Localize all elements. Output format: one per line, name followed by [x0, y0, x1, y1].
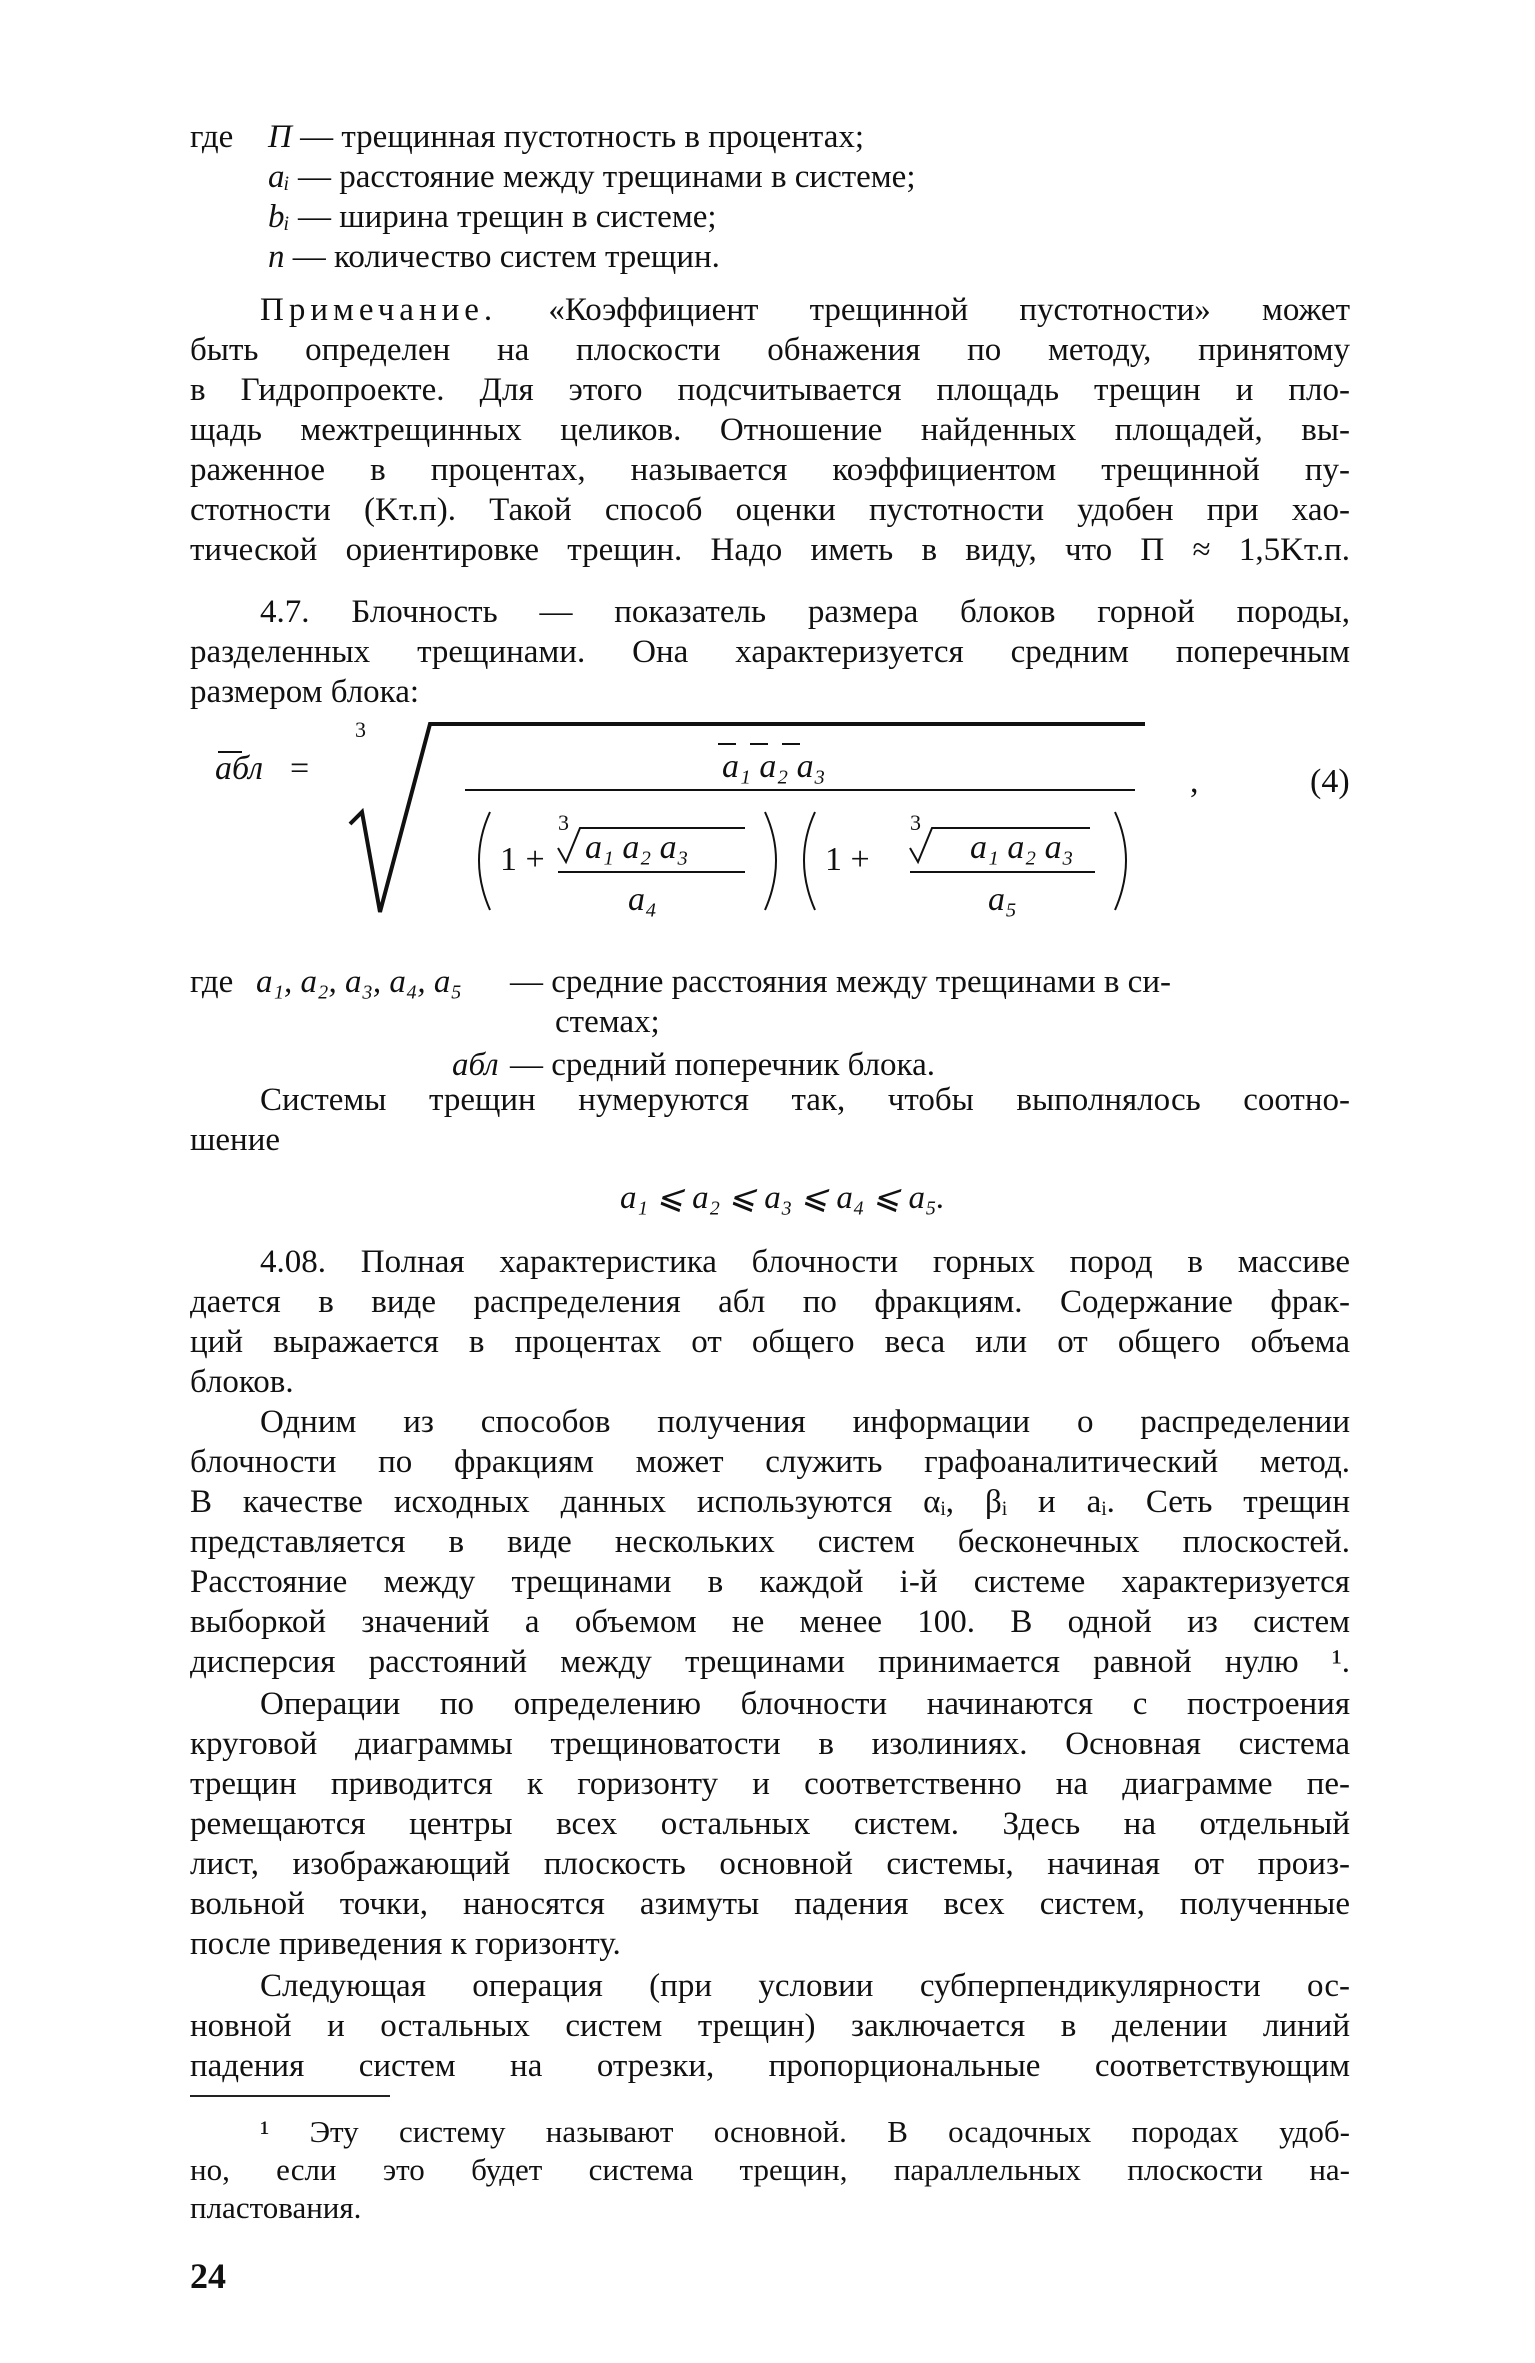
- right-paren-2: [1115, 812, 1126, 910]
- operations-line-5: лист, изображающий плоскость основной системы, начиная от произ-: [190, 1846, 1350, 1882]
- formula-equals: =: [290, 750, 310, 787]
- left-paren-1: [479, 812, 490, 910]
- next-line-2: новной и остальных систем трещин) заключается в делении линий: [190, 2008, 1350, 2044]
- symbol-ai: aᵢ: [268, 159, 290, 195]
- section-4-08-line-2: дается в виде распределения aбл по фракциям. Содержание фрак-: [190, 1284, 1350, 1320]
- definition-p: [268, 117, 864, 157]
- footnote-line-2: но, если это будет система трещин, параллельных плоскости на-: [190, 2152, 1350, 2187]
- note-line-4: щадь межтрещинных целиков. Отношение найденных площадей, вы-: [190, 412, 1350, 448]
- definition-a1-a5-line-1: — средние расстояния между трещинами в си-: [510, 964, 1171, 1000]
- symbol-p: П: [268, 119, 292, 155]
- next-line-3: падения систем на отрезки, пропорциональные соответствующим: [190, 2048, 1350, 2084]
- footnote-separator: [190, 2095, 390, 2097]
- symbol-n: n: [268, 239, 285, 275]
- operations-line-1: Операции по определению блочности начинаются с построения: [260, 1686, 1350, 1722]
- numbering-line-2: шение: [190, 1122, 281, 1158]
- operations-line-4: ремещаются центры всех остальных систем. Здесь на отдельный: [190, 1806, 1350, 1842]
- method-line-3: В качестве исходных данных используются αᵢ, βᵢ и aᵢ. Сеть трещин: [190, 1484, 1350, 1520]
- note-line-5: раженное в процентах, называется коэффициентом трещинной пу-: [190, 452, 1350, 488]
- symbol-bi: bᵢ: [268, 199, 290, 235]
- operations-line-2: круговой диаграммы трещиноватости в изолиниях. Основная система: [190, 1726, 1350, 1762]
- definition-p-text: — трещинная пустотность в процентах;: [300, 119, 865, 155]
- definition-n: [268, 237, 720, 277]
- footnote-line-3: пластования.: [190, 2190, 362, 2225]
- formula-comma: ,: [1190, 763, 1199, 800]
- method-line-4: представляется в виде нескольких систем бесконечных плоскостей.: [190, 1524, 1350, 1560]
- right-paren-1: [765, 812, 776, 910]
- den-right: a₅: [988, 881, 1017, 918]
- inner-root-value-2: a₁ a₂ a₃: [970, 829, 1074, 866]
- method-line-7: дисперсия расстояний между трещинами принимается равной нулю ¹.: [190, 1644, 1350, 1680]
- definition-n-text: — количество систем трещин.: [292, 239, 720, 275]
- method-line-2: блочности по фракциям может служить графоаналитический метод.: [190, 1444, 1350, 1480]
- symbol-abl: aбл: [452, 1047, 499, 1083]
- numbering-line-1: Системы трещин нумеруются так, чтобы выполнялось соотно-: [260, 1082, 1350, 1118]
- next-line-1: Следующая операция (при условии субперпендикулярности ос-: [260, 1968, 1350, 2004]
- operations-line-3: трещин приводится к горизонту и соответственно на диаграмме пе-: [190, 1766, 1350, 1802]
- den-left: a₄: [628, 881, 657, 918]
- where-label-2: где: [190, 964, 234, 1000]
- page-number: 24: [190, 2256, 226, 2296]
- method-line-5: Расстояние между трещинами в каждой i-й системе характеризуется: [190, 1564, 1350, 1600]
- formula-lhs: aбл: [215, 750, 264, 787]
- inner-root-index-2: 3: [910, 810, 921, 835]
- note-line-7: тической ориентировке трещин. Надо иметь в виду, что П ≈ 1,5Kт.п.: [190, 532, 1350, 568]
- definition-ai-text: — расстояние между трещинами в системе;: [297, 159, 916, 195]
- formula-4-svg: [190, 712, 1350, 952]
- definition-bi-text: — ширина трещин в системе;: [297, 199, 717, 235]
- note-line-6: стотности (Kт.п). Такой способ оценки пустотности удобен при хао-: [190, 492, 1350, 528]
- one-plus-2: 1 +: [825, 841, 870, 878]
- inner-root-value-1: a₁ a₂ a₃: [585, 829, 689, 866]
- section-4-7-line-1: 4.7. Блочность — показатель размера блоков горной породы,: [260, 594, 1350, 630]
- left-paren-2: [804, 812, 815, 910]
- note-line-2: быть определен на плоскости обнажения по методу, принятому: [190, 332, 1350, 368]
- formula-4: [190, 712, 1350, 952]
- section-4-08-line-1: 4.08. Полная характеристика блочности горных пород в массиве: [260, 1244, 1350, 1280]
- definition-bi: [268, 197, 717, 237]
- one-plus-1: 1 +: [500, 841, 545, 878]
- root-index: 3: [355, 717, 366, 742]
- note-label: Примечание.: [260, 292, 498, 328]
- definition-ai: [268, 157, 916, 197]
- definition-abl-text: — средний поперечник блока.: [510, 1047, 935, 1083]
- note-line-1-text: «Коэффициент трещинной пустотности» может: [548, 292, 1351, 328]
- section-4-7-line-3: размером блока:: [190, 674, 420, 710]
- symbols-a1-a5: a₁, a₂, a₃, a₄, a₅: [256, 964, 462, 1000]
- note-line-1: [190, 290, 1350, 330]
- footnote-line-1: ¹ Эту систему называют основной. В осадочных породах удоб-: [260, 2114, 1350, 2149]
- where-label-1: где: [190, 119, 234, 155]
- operations-line-7: после приведения к горизонту.: [190, 1926, 621, 1962]
- section-4-08-line-3: ций выражается в процентах от общего веса или от общего объема: [190, 1324, 1350, 1360]
- inequality: a₁ ⩽ a₂ ⩽ a₃ ⩽ a₄ ⩽ a₅.: [620, 1180, 945, 1216]
- operations-line-6: вольной точки, наносятся азимуты падения всех систем, полученные: [190, 1886, 1350, 1922]
- section-4-7-line-2: разделенных трещинами. Она характеризуется средним поперечным: [190, 634, 1350, 670]
- definition-a1-a5-line-2: стемах;: [555, 1004, 660, 1040]
- note-line-3: в Гидропроекте. Для этого подсчитывается площадь трещин и пло-: [190, 372, 1350, 408]
- formula-numerator: a₁ a₂ a₃: [722, 748, 826, 785]
- method-line-1: Одним из способов получения информации о распределении: [260, 1404, 1350, 1440]
- section-4-08-line-4: блоков.: [190, 1364, 294, 1400]
- formula-number: (4): [1310, 763, 1350, 800]
- method-line-6: выборкой значений a объемом не менее 100. В одной из систем: [190, 1604, 1350, 1640]
- inner-root-index-1: 3: [558, 810, 569, 835]
